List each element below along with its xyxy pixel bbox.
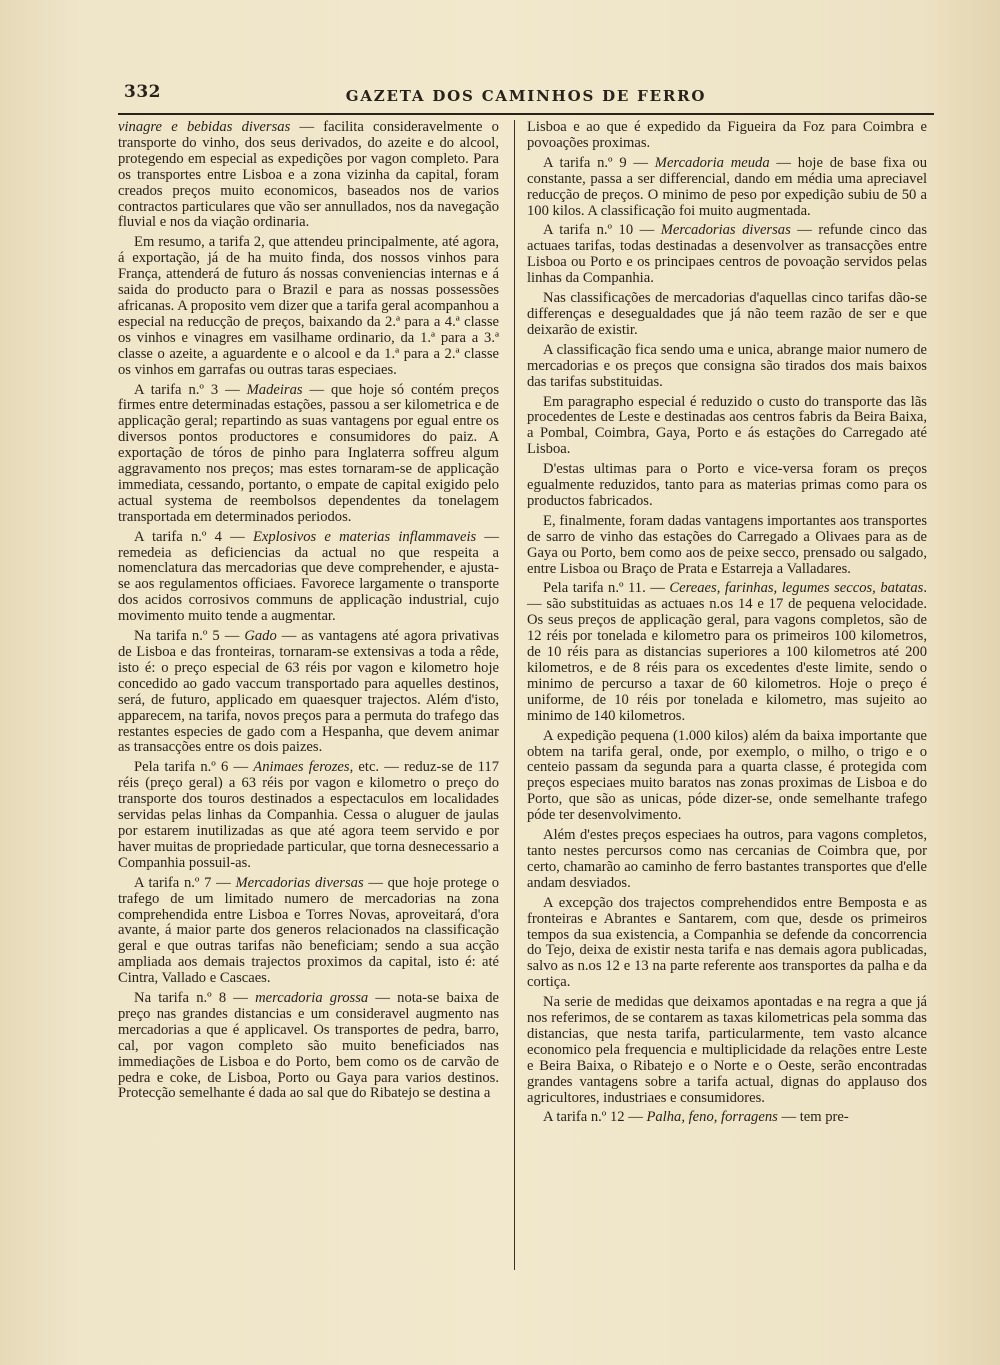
italic-heading: Gado bbox=[244, 628, 277, 645]
paragraph bbox=[527, 223, 927, 287]
header-rule bbox=[118, 113, 934, 115]
paragraph bbox=[527, 291, 927, 339]
paragraph-text: A classificação fica sendo uma e unica, abrange maior numero de mercadorias e os preços que consigna são tirados dos mais baixos das tarifas substituidas. bbox=[527, 341, 927, 390]
paragraph-text: Lisboa e ao que é expedido da Figueira da Foz para Coimbra e povoações proximas. bbox=[527, 119, 927, 151]
paragraph-text: Nas classificações de mercadorias d'aquellas cinco tarifas dão-se differenças e desegualdades que já não teem razão de ser e que deixarão de existir. bbox=[527, 290, 927, 338]
paragraph-text: D'estas ultimas para o Porto e vice-versa foram os preços egualmente reduzidos, tanto para as materias primas como para os productos fabricados. bbox=[527, 461, 927, 509]
paragraph-lead: Pela tarifa n.º 6 — bbox=[134, 759, 254, 776]
paragraph-lead: A tarifa n.º 12 — bbox=[543, 1109, 647, 1126]
paragraph-text: Em resumo, a tarifa 2, que attendeu principalmente, até agora, á exportação, já de ha muito finda, dos nossos vinhos para França, attenderá de futuro ás nossas conveniencias internas e á saida do producto para o Brazil e para as nossas possessões africanas. A proposito vem dizer que a tarifa geral acompanhou a especial na reducção de preços, baixando da 2.ª para a 4.ª classe os vinhos e vinagres em vasilhame ordinario, da 1.ª para a 3.ª classe o azeite, a aguardente e o alcool e da 1.ª para a 2.ª classe os vinhos em garrafas ou outras taras especiaes. bbox=[118, 234, 499, 378]
paragraph-text: E, finalmente, foram dadas vantagens importantes aos transportes de sarro de vinho das estações do Carregado a Olivaes para as de Gaya ou Porto, bem como aos de peixe secco, prensado ou salgado, entre Lisboa ou Braço de Prata e Estarreja a Valladares. bbox=[527, 512, 927, 577]
paragraph-text: — nota-se baixa de preço nas grandes distancias e um consideravel augmento nas mercadorias a que é applicavel. Os transportes de pedra, barro, cal, por vagon completo são muito beneficiados nas immediações de Lisboa e do Porto, bem como os de carvão de pedra e coke, de Lisboa, Porto ou Gaya para varios destinos. Protecção semelhante é dada ao sal que do Ribatejo se destina a bbox=[118, 990, 500, 1102]
paragraph-lead: Na tarifa n.º 5 — bbox=[134, 628, 245, 645]
paragraph bbox=[118, 629, 499, 756]
italic-heading: Explosivos e materias inflammaveis bbox=[252, 528, 477, 545]
paragraph bbox=[118, 530, 499, 625]
paragraph bbox=[118, 235, 499, 378]
paragraph-text: , etc. — reduz-se de 117 réis (preço geral) a 63 réis por vagon e kilometro o preço do transporte dos touros destinados a espectaculos em localidades servidas pelas linhas da Companhia. Cessa o aluguer de jaulas por estarem inutilizadas as que até agora teem servido e por haver muitas de propriedade particular, que torna desnecessario a Companhia possuil-as. bbox=[118, 759, 499, 871]
paragraph bbox=[527, 1110, 927, 1126]
paragraph-lead: A tarifa n.º 10 — bbox=[543, 222, 661, 239]
paragraph bbox=[118, 383, 499, 526]
paragraph bbox=[527, 120, 927, 152]
right-column bbox=[527, 120, 927, 1130]
paragraph-lead: A tarifa n.º 3 — bbox=[134, 381, 247, 398]
page-header bbox=[118, 82, 934, 110]
paragraph-lead: A tarifa n.º 7 — bbox=[134, 874, 236, 891]
left-column bbox=[118, 120, 499, 1106]
paragraph-text: . — são substituidas as actuaes n.os 14 e 17 de pequena velocidade. Os seus preços de applicação geral, para vagons completos, são de 12 réis por tonelada e kilometro para os primeiros 100 kilometros, de 10 réis para as distancias superiores a 100 kilometros até 200 kilometros, e de 8 réis para os excedentes d'este limite, sendo o minimo de percurso a taxar de 60 kilometros. Hoje o preço é uniforme, de 10 réis por tonelada e kilometro, mas sujeito ao minimo de 140 kilometros. bbox=[527, 580, 927, 724]
paragraph-text: — tem pre- bbox=[777, 1109, 849, 1126]
paragraph-text: — que hoje só contém preços firmes entre determinadas estações, passou a ser kilometrica e de applicação geral; repartindo as suas vantagens por egual entre os diversos pontos productores e consumidores do paiz. A exportação de tóros de pinho para Inglaterra soffreu algum aggravamento nos preços; mas estes tornaram-se de applicação immediata, cessando, portanto, o empate de capital exigido pelo actual systema de reembolsos dependentes da tonelagem transportada em determinados periodos. bbox=[118, 381, 499, 525]
italic-heading: mercadoria grossa bbox=[255, 990, 369, 1007]
paragraph bbox=[527, 828, 927, 892]
paragraph-lead: Pela tarifa n.º 11. — bbox=[543, 580, 670, 597]
paragraph bbox=[527, 343, 927, 391]
italic-heading: Animaes ferozes bbox=[253, 759, 350, 776]
italic-heading: Mercadoria meuda bbox=[654, 154, 770, 171]
page-number: 332 bbox=[124, 82, 161, 102]
paragraph-text: Em paragrapho especial é reduzido o custo do transporte das lãs procedentes de Leste e destinadas aos centros fabris da Beira Baixa, a Pombal, Coimbra, Gaya, Porto e ás estações do Carregado até Lisboa. bbox=[527, 393, 927, 458]
paragraph bbox=[527, 995, 927, 1106]
paragraph-text: — hoje de base fixa ou constante, passa a ser differencial, dando em média uma apreciavel reducção de preços. O minimo de peso por expedição subiu de 50 a 100 kilos. A classificação foi muito augmentada. bbox=[527, 154, 927, 219]
paragraph-text: A expedição pequena (1.000 kilos) além da baixa importante que obtem na tarifa geral, onde, por exemplo, o milho, o trigo e o centeio passam da segunda para a quarta classe, é protegida com preços especiaes muito baratos nas zonas proximas de Lisboa e do Porto, que são as unicas, póde dizer-se, onde semelhante trafego póde ter desenvolvimento. bbox=[527, 727, 927, 824]
paragraph-text: Na serie de medidas que deixamos apontadas e na regra a que já nos referimos, de se contarem as taxas kilometricas pela somma das distancias, que nesta tarifa, particularmente, tem vasto alcance economico pela frequencia e multiplicidade da relações entre Leste e Beira Baixa, o Ribatejo e o Norte e o Oeste, serão encontradas grandes vantagens sobre a tarifa actual, dignas do applauso dos agricultores, industriaes e consumidores. bbox=[527, 994, 927, 1106]
paragraph-lead: A tarifa n.º 9 — bbox=[543, 154, 655, 171]
paragraph bbox=[527, 729, 927, 824]
italic-heading: Palha, feno, forragens bbox=[646, 1109, 778, 1126]
paragraph bbox=[118, 760, 499, 871]
paragraph-text: — remedeia as deficiencias da actual no que respeita a nomenclatura das mercadorias que deve comprehender, e ajusta-se aos regulamentos officiaes. Favorece largamente o transporte dos acidos corrosivos communs de applicação industrial, cujo movimento muito tende a augmentar. bbox=[118, 528, 500, 625]
paragraph-text: — que hoje protege o trafego de um limitado numero de mercadorias na zona comprehendida entre Lisboa e Torres Novas, aproveitará, d'ora avante, á maior parte dos generos relacionados na classificação geral e que outras tarifas não beneficiam; sendo a sua acção ampliada aos demais trajectos proximos da capital, isto é: até Cintra, Vallado e Cascaes. bbox=[118, 874, 500, 987]
paragraph bbox=[527, 156, 927, 220]
paragraph bbox=[527, 581, 927, 724]
paragraph-text: Além d'estes preços especiaes ha outros, para vagons completos, tanto nestes percursos como nas cercanias de Coimbra que, por certo, chamarão ao caminho de ferro bastantes transportes que d'elle andam desviados. bbox=[527, 827, 927, 891]
paragraph bbox=[527, 462, 927, 510]
paragraph bbox=[118, 120, 499, 231]
paragraph bbox=[118, 876, 499, 987]
paragraph-text: — facilita consideravelmente o transporte do vinho, dos seus derivados, do azeite e do alcool, protegendo em especial as expedições por vagon completo. Para os transportes entre Lisboa e a zona vizinha da capital, foram creados preços muito economicos, baseados nos de varios contractos particulares que vão ser annullados, nos da navegação fluvial e nos da viação ordinaria. bbox=[118, 119, 499, 231]
column-divider bbox=[514, 120, 515, 1270]
paragraph-text: A excepção dos trajectos comprehendidos entre Bemposta e as fronteiras e Abrantes e Santarem, com que, desde os primeiros tempos da sua existencia, a Companhia se defende da concorrencia do Tejo, deixa de existir nesta tarifa e nas demais agora publicadas, salvo as n.os 12 e 13 na parte referente aos transportes da palha e da cortiça. bbox=[527, 894, 927, 991]
italic-heading: Mercadorias diversas bbox=[660, 222, 791, 239]
italic-heading: Madeiras bbox=[246, 381, 303, 398]
paragraph bbox=[527, 395, 927, 459]
paragraph bbox=[118, 991, 499, 1102]
paragraph-lead: A tarifa n.º 4 — bbox=[134, 528, 253, 545]
paragraph-text: — as vantagens até agora privativas de Lisboa e das fronteiras, tornaram-se extensivas a toda a rêde, isto é: o preço especial de 63 réis por vagon e kilometro hoje concedido ao gado vaccum transportado para aquelles destinos, será, de futuro, applicado em quaesquer trajectos. Além d'isto, apparecem, na tarifa, novos preços para a permuta do trafego das restantes especies de gado com a Hespanha, que devem animar as transacções entre os dois paizes. bbox=[118, 628, 500, 756]
italic-heading: Mercadorias diversas bbox=[235, 874, 364, 891]
paragraph bbox=[527, 514, 927, 578]
italic-heading: Cereaes, farinhas, legumes seccos, batatas bbox=[669, 580, 924, 597]
paragraph bbox=[527, 896, 927, 991]
paragraph-text: — refunde cinco das actuaes tarifas, todas destinadas a desenvolver as transacções entre Lisboa ou Porto e os principaes centros de povoação servidos pelas linhas da Companhia. bbox=[527, 222, 928, 287]
paragraph-lead: Na tarifa n.º 8 — bbox=[134, 990, 256, 1007]
italic-heading: vinagre e bebidas diversas bbox=[118, 119, 291, 135]
running-title: GAZETA DOS CAMINHOS DE FERRO bbox=[345, 87, 707, 105]
